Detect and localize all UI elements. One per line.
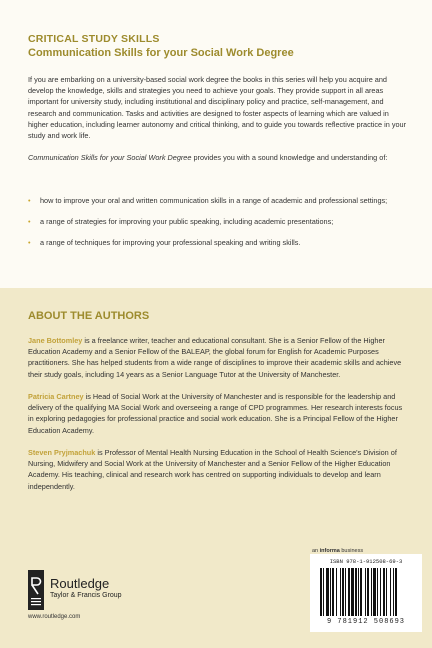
author-bio: [28, 391, 408, 436]
author-bio: [28, 335, 408, 380]
summary-book-title: Communication Skills for your Social Work Degree: [28, 153, 192, 162]
list-item-text: a range of techniques for improving your professional speaking and writing skills.: [40, 238, 301, 248]
informa-prefix: an: [312, 548, 320, 554]
publisher-name: Routledge: [50, 576, 110, 591]
routledge-logo-icon: [28, 570, 44, 610]
publisher-logo: [28, 570, 124, 610]
learning-outcomes-list: [28, 195, 408, 259]
author-bio-text: is Professor of Mental Health Nursing Education in the School of Health Science's Division of Nursing, Midwifery and Social Work at the University of Manchester and a Senior Fellow of the Higher Education Academy. His teaching, clinical and research work has centred on supporting individuals to develop and learn independently.: [28, 448, 397, 491]
bullet-icon: •: [28, 217, 31, 227]
informa-brand: informa: [319, 548, 340, 554]
author-name: Steven Pryjmachuk: [28, 448, 96, 457]
summary-paragraph: [28, 152, 408, 163]
list-item-text: how to improve your oral and written communication skills in a range of academic and professional settings;: [40, 196, 388, 205]
list-item-text: a range of strategies for improving your public speaking, including academic presentations;: [40, 217, 334, 227]
about-authors-heading: ABOUT THE AUTHORS: [28, 310, 150, 322]
author-bio-text: is Head of Social Work at the University of Manchester and is responsible for the leadership and delivery of the qualifying MA Social Work and overseeing a range of CPD programmes. Her research interests focus in exploring pedagogies for professional practice and social work education. She is a Principal Fellow of the Higher Education Academy.: [28, 392, 403, 435]
summary-text: provides you with a sound knowledge and understanding of:: [191, 153, 388, 162]
bullet-icon: •: [28, 238, 31, 248]
list-item: [28, 195, 408, 206]
author-name: Jane Bottomley: [28, 336, 83, 345]
author-bio: [28, 447, 408, 492]
bullet-icon: •: [28, 196, 31, 205]
intro-paragraph: If you are embarking on a university-based social work degree the books in this series will help you acquire and develop the knowledge, skills and strategies you need to achieve your goals. They provide support in all areas important for university study, including institutional and disciplinary policy and practice, self-management, and research and communication. Tasks and activities are designed to foster aspects of learning which are valued in higher education, including learner autonomy and critical thinking, and to guide you towards reflective practice in your study and work life.: [28, 75, 407, 141]
list-item: [28, 216, 408, 227]
book-title: Communication Skills for your Social Work Degree: [28, 47, 294, 59]
series-label: CRITICAL STUDY SKILLS: [28, 33, 160, 45]
list-item: [28, 237, 408, 248]
barcode-icon: [320, 568, 412, 616]
publisher-group: Taylor & Francis Group: [50, 592, 122, 599]
isbn-number: ISBN 978-1-912508-69-3: [329, 558, 403, 565]
author-bio-text: is a freelance writer, teacher and educational consultant. She is a Senior Fellow of the Higher Education Academy and a Senior Fellow of the BALEAP, the global forum for English for Academic Purposes practitioners. She has helped students from a wide range of disciplines to improve their academic skills and achieve their study goals, including 14 years as a Senior Language Tutor at the University of Manchester.: [28, 336, 402, 379]
publisher-website: www.routledge.com: [28, 614, 81, 620]
isbn-barcode: [310, 554, 422, 632]
informa-suffix: business: [339, 548, 364, 554]
barcode-digits: 9 781912 508693: [326, 618, 405, 626]
author-name: Patricia Cartney: [28, 392, 84, 401]
